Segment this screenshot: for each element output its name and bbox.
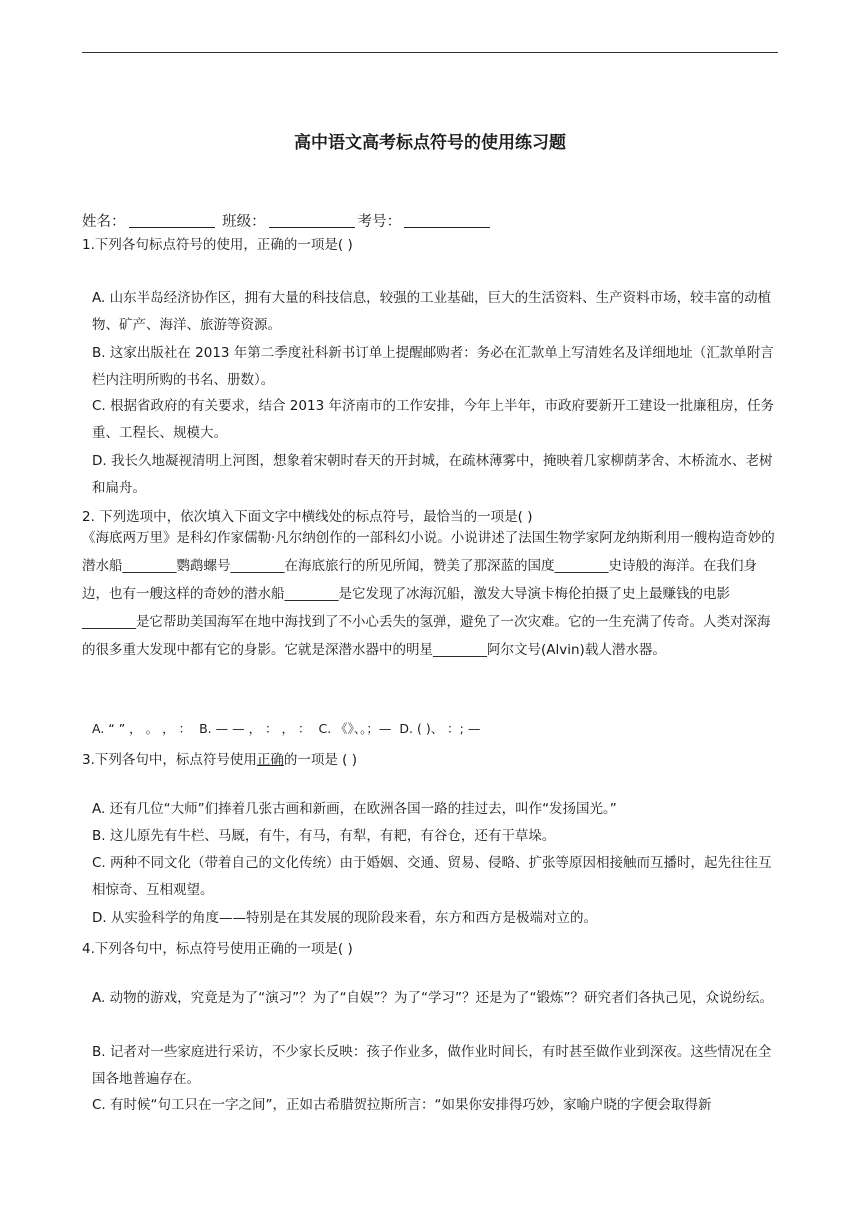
question-3-stem-emphasis: 正确: [256, 752, 284, 768]
question-3-stem-prefix: 3.下列各句中，标点符号使用: [82, 752, 257, 768]
exam-no-blank[interactable]: [404, 213, 490, 228]
question-3-option-a: A. 还有几位“大师”们捧着几张古画和新画，在欧洲各国一路的挂过去，叫作“发扬国光。”: [92, 801, 617, 817]
question-4-option-a: A. 动物的游戏，究竟是为了“演习”？为了“自娱”？为了“学习”？还是为了“锻炼”？研究者们各执己见，众说纷纭。: [92, 990, 774, 1006]
name-blank[interactable]: [129, 213, 215, 228]
question-1-option-c: C. 根据省政府的有关要求，结合 2013 年济南市的工作安排，今年上半年，市政府要新开工建设一批廉租房，任务重、工程长、规模大。: [92, 398, 774, 441]
question-1-option-d: D. 我长久地凝视清明上河图，想象着宋朝时春天的开封城，在疏林薄雾中，掩映着几家柳荫茅舍、木桥流水、老树和扁舟。: [92, 453, 773, 496]
question-4-stem: 4.下列各句中，标点符号使用正确的一项是( ): [82, 941, 353, 957]
class-label: 班级：: [222, 214, 266, 230]
question-1-option-b: B. 这家出版社在 2013 年第二季度社科新书订单上提醒邮购者：务必在汇款单上写清姓名及详细地址（汇款单附言栏内注明所购的书名、册数）。: [92, 345, 774, 388]
name-label: 姓名：: [82, 214, 126, 230]
question-4-option-b: B. 记者对一些家庭进行采访，不少家长反映：孩子作业多，做作业时间长，有时甚至做作业到深夜。这些情况在全国各地普遍存在。: [92, 1044, 772, 1087]
question-3-option-c: C. 两种不同文化（带着自己的文化传统）由于婚姻、交通、贸易、侵略、扩张等原因相接触而互播时，起先往往互相惊奇、互相观望。: [92, 855, 772, 898]
class-blank[interactable]: [269, 213, 355, 228]
question-3-stem: [82, 748, 357, 768]
question-4-option-c: C. 有时候“句工只在一字之间”，正如古希腊贺拉斯所言：“如果你安排得巧妙，家喻户晓的字便会取得新: [92, 1097, 712, 1113]
exam-no-label: 考号：: [357, 214, 402, 230]
question-3-stem-suffix: 的一项是 ( ): [283, 752, 358, 768]
header-rule: [82, 52, 778, 53]
question-2-choices: [92, 719, 484, 737]
question-1-option-a: A. 山东半岛经济协作区，拥有大量的科技信息，较强的工业基础，巨大的生活资料、生产资料市场，较丰富的动植物、矿产、海洋、旅游等资源。: [92, 290, 772, 333]
question-2-choice-b: B. — — ， ： ， ：: [199, 721, 311, 736]
question-3-option-d: D. 从实验科学的角度——特别是在其发展的现阶段来看，东方和西方是极端对立的。: [92, 910, 597, 926]
question-2-stem: 2. 下列选项中，依次填入下面文字中横线处的标点符号，最恰当的一项是( ): [82, 509, 533, 525]
question-2-choice-d: D. ( )、 ：; —: [399, 721, 481, 736]
question-1-stem: 1.下列各句标点符号的使用，正确的一项是( ): [82, 237, 353, 253]
question-2-choice-c: C. 《》、。；—: [318, 721, 392, 736]
question-2-choice-a: A. “ ” ， 。 ， ：: [92, 721, 192, 736]
question-3-option-b: B. 这儿原先有牛栏、马厩，有牛，有马，有犁，有耙，有谷仓，还有干草垛。: [92, 828, 556, 844]
question-2-passage: 《海底两万里》是科幻作家儒勒·凡尔纳创作的一部科幻小说。小说讲述了法国生物学家阿龙纳斯利用一艘构造奇妙的潜水船________鹦鹉螺号________在海底旅行的所见所闻，赞美了那深蓝的国度________史诗般的海洋。在我们身边，也有一艘这样的奇妙的潜水船________是它发现了冰海沉船，激发大导演卡梅伦拍摄了史上最赚钱的电影________是它帮助美国海军在地中海找到了不小心丢失的氢弹，避免了一次灾难。它的一生充满了传奇。人类对深海的很多重大发现中都有它的身影。它就是深潜水器中的明星________阿尔文号(Alvin)载人潜水器。: [82, 530, 775, 658]
student-info-line: [82, 210, 493, 231]
page-title: 高中语文高考标点符号的使用练习题: [294, 133, 566, 153]
